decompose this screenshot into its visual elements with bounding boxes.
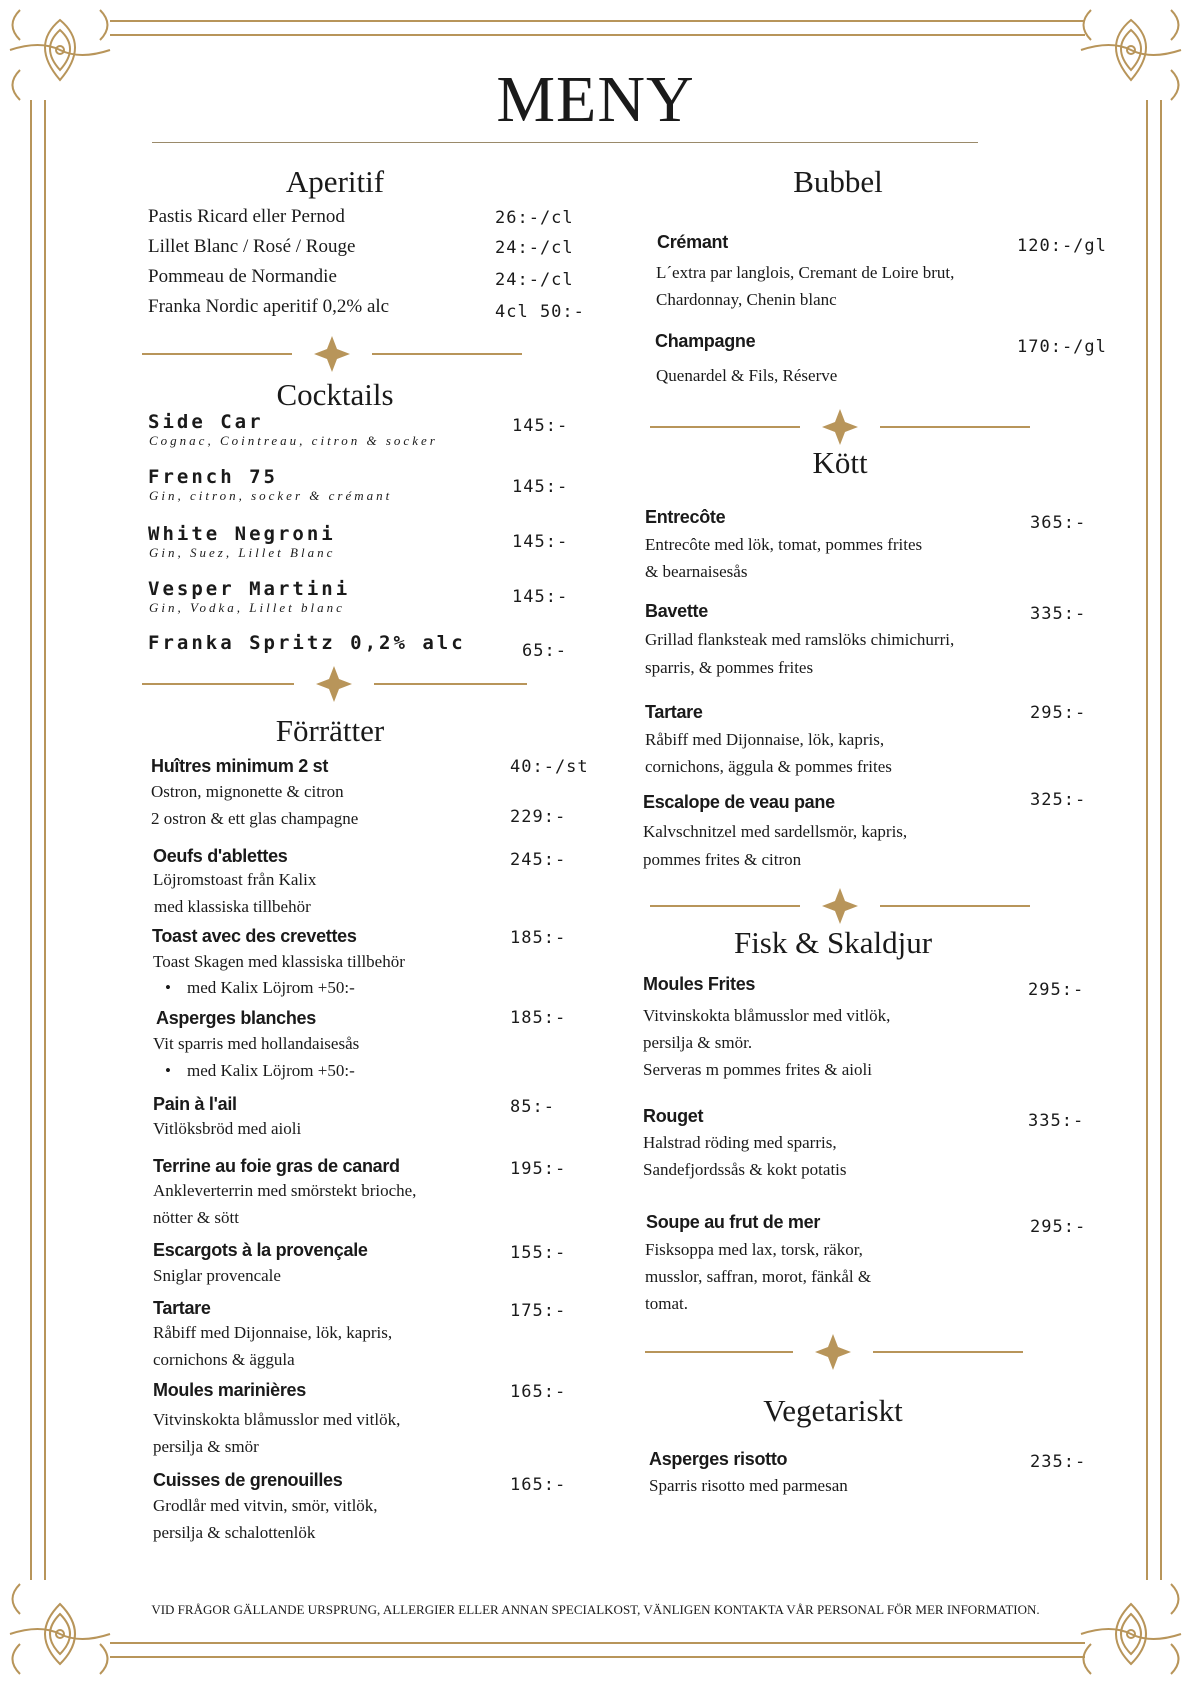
dish-desc: pommes frites & citron — [643, 850, 802, 869]
dish-name: Huîtres minimum 2 st — [151, 756, 329, 776]
dish-desc: Vitvinskokta blåmusslor med vitlök, — [153, 1410, 401, 1429]
frame-bottom-line-outer — [110, 1656, 1085, 1658]
dish-desc: Vitvinskokta blåmusslor med vitlök, — [643, 1006, 891, 1025]
dish-desc: med klassiska tillbehör — [154, 897, 311, 916]
dish-price: 365:- — [1030, 513, 1087, 533]
dish-price: 295:- — [1030, 703, 1087, 723]
dish-price: 155:- — [510, 1243, 567, 1263]
dish-desc: Vit sparris med hollandaisesås — [153, 1034, 360, 1053]
dish-price: 229:- — [510, 807, 567, 827]
section-heading-forratter: Förrätter — [275, 713, 385, 748]
dish-price: 165:- — [510, 1382, 567, 1402]
cocktail-price: 65:- — [522, 641, 567, 661]
dish-name: Tartare — [645, 702, 703, 722]
dish-price: 85:- — [510, 1097, 555, 1117]
dish-addon-bullet: • med Kalix Löjrom +50:- — [187, 1061, 355, 1081]
dish-name: Champagne — [655, 331, 756, 351]
dish-desc: cornichons & äggula — [153, 1350, 295, 1369]
cocktail-price: 145:- — [512, 416, 569, 436]
dish-desc: Sandefjordssås & kokt potatis — [643, 1160, 847, 1179]
dish-name: Cuisses de grenouilles — [153, 1470, 343, 1490]
footer-notice: VID FRÅGOR GÄLLANDE URSPRUNG, ALLERGIER ELLER ANNAN SPECIALKOST, VÄNLIGEN KONTAKTA VÅR PERSONAL FÖR MER INFORMATION. — [151, 1602, 1040, 1617]
dish-desc: tomat. — [645, 1294, 688, 1313]
corner-ornament-icon — [1071, 1574, 1191, 1684]
star-divider-icon — [142, 664, 527, 704]
dish-desc: Kalvschnitzel med sardellsmör, kapris, — [643, 822, 908, 841]
dish-name: Moules Frites — [643, 974, 756, 994]
dish-name: Tartare — [153, 1298, 211, 1318]
dish-desc: Sniglar provencale — [153, 1266, 281, 1285]
dish-desc: Toast Skagen med klassiska tillbehör — [153, 952, 405, 971]
dish-name: Crémant — [657, 232, 728, 252]
dish-name: Oeufs d'ablettes — [153, 846, 288, 866]
dish-name: Terrine au foie gras de canard — [153, 1156, 400, 1176]
dish-price: 165:- — [510, 1475, 567, 1495]
star-divider-icon — [650, 886, 1030, 926]
dish-desc: Sparris risotto med parmesan — [649, 1476, 848, 1495]
aperitif-item-name: Lillet Blanc / Rosé / Rouge — [148, 236, 356, 257]
section-heading-vegetariskt: Vegetariskt — [763, 1393, 903, 1428]
dish-desc: 2 ostron & ett glas champagne — [151, 809, 359, 828]
frame-bottom-line-inner — [110, 1642, 1085, 1644]
dish-desc: musslor, saffran, morot, fänkål & — [645, 1267, 872, 1286]
dish-desc: Ostron, mignonette & citron — [151, 782, 344, 801]
dish-price: 325:- — [1030, 790, 1087, 810]
dish-desc: persilja & schalottenlök — [153, 1523, 316, 1542]
cocktail-name: Side Car — [148, 411, 264, 433]
cocktail-name: Franka Spritz 0,2% alc — [148, 632, 466, 654]
aperitif-item-price: 24:-/cl — [495, 238, 574, 258]
dish-price: 195:- — [510, 1159, 567, 1179]
frame-right-line-outer — [1160, 100, 1162, 1580]
dish-name: Toast avec des crevettes — [152, 926, 357, 946]
cocktail-price: 145:- — [512, 477, 569, 497]
dish-name: Asperges risotto — [649, 1449, 788, 1469]
frame-left-line-inner — [44, 100, 46, 1580]
dish-name: Bavette — [645, 601, 708, 621]
cocktail-price: 145:- — [512, 587, 569, 607]
dish-name: Moules marinières — [153, 1380, 306, 1400]
star-divider-icon — [650, 407, 1030, 447]
cocktail-desc: Gin, Vodka, Lillet blanc — [149, 600, 345, 615]
section-heading-kott: Kött — [812, 445, 868, 480]
dish-price: 120:-/gl — [1017, 236, 1107, 256]
cocktail-desc: Gin, citron, socker & crémant — [149, 488, 393, 503]
dish-desc: Råbiff med Dijonnaise, lök, kapris, — [645, 730, 885, 749]
dish-desc: Chardonnay, Chenin blanc — [656, 290, 837, 309]
cocktail-name: White Negroni — [148, 523, 336, 545]
aperitif-item-price: 24:-/cl — [495, 270, 574, 290]
star-divider-icon — [142, 334, 522, 374]
corner-ornament-icon — [0, 1574, 120, 1684]
section-heading-fisk: Fisk & Skaldjur — [733, 925, 933, 960]
dish-desc: persilja & smör — [153, 1437, 259, 1456]
dish-name: Pain à l'ail — [153, 1094, 237, 1114]
dish-price: 335:- — [1030, 604, 1087, 624]
dish-desc: cornichons, äggula & pommes frites — [645, 757, 892, 776]
dish-name: Asperges blanches — [156, 1008, 316, 1028]
page-title: MENY — [496, 63, 695, 136]
dish-desc: Entrecôte med lök, tomat, pommes frites — [645, 535, 923, 554]
dish-desc: Serveras m pommes frites & aioli — [643, 1060, 872, 1079]
dish-name: Entrecôte — [645, 507, 726, 527]
dish-desc: nötter & sött — [153, 1208, 239, 1227]
dish-desc: Råbiff med Dijonnaise, lök, kapris, — [153, 1323, 393, 1342]
dish-addon-bullet: • med Kalix Löjrom +50:- — [187, 978, 355, 998]
dish-desc: Grodlår med vitvin, smör, vitlök, — [153, 1496, 378, 1515]
aperitif-item-name: Franka Nordic aperitif 0,2% alc — [148, 296, 390, 317]
title-underline — [152, 142, 978, 143]
cocktail-desc: Cognac, Cointreau, citron & socker — [149, 433, 438, 448]
section-heading-bubbel: Bubbel — [793, 164, 883, 199]
dish-desc: L´extra par langlois, Cremant de Loire brut, — [656, 263, 955, 282]
dish-price: 40:-/st — [510, 757, 589, 777]
cocktail-name: French 75 — [148, 466, 278, 488]
dish-price: 170:-/gl — [1017, 337, 1107, 357]
dish-desc: Quenardel & Fils, Réserve — [656, 366, 838, 385]
aperitif-item-name: Pastis Ricard eller Pernod — [148, 206, 345, 227]
aperitif-item-name: Pommeau de Normandie — [148, 266, 337, 287]
cocktail-name: Vesper Martini — [148, 578, 351, 600]
star-divider-icon — [645, 1332, 1023, 1372]
dish-price: 295:- — [1028, 980, 1085, 1000]
dish-desc: persilja & smör. — [643, 1033, 753, 1052]
frame-left-line-outer — [30, 100, 32, 1580]
aperitif-item-price: 26:-/cl — [495, 208, 574, 228]
section-heading-cocktails: Cocktails — [276, 377, 394, 412]
dish-desc: Ankleverterrin med smörstekt brioche, — [153, 1181, 417, 1200]
dish-price: 245:- — [510, 850, 567, 870]
dish-name: Rouget — [643, 1106, 704, 1126]
cocktail-price: 145:- — [512, 532, 569, 552]
dish-price: 175:- — [510, 1301, 567, 1321]
dish-desc: Halstrad röding med sparris, — [643, 1133, 837, 1152]
aperitif-item-price: 4cl 50:- — [495, 302, 585, 322]
dish-price: 335:- — [1028, 1111, 1085, 1131]
dish-name: Soupe au frut de mer — [646, 1212, 821, 1232]
dish-price: 235:- — [1030, 1452, 1087, 1472]
dish-name: Escargots à la provençale — [153, 1240, 368, 1260]
dish-desc: Vitlöksbröd med aioli — [153, 1119, 302, 1138]
frame-top-line-inner — [110, 34, 1085, 36]
dish-desc: & bearnaisesås — [645, 562, 748, 581]
dish-desc: Fisksoppa med lax, torsk, räkor, — [645, 1240, 863, 1259]
dish-desc: Löjromstoast från Kalix — [153, 870, 317, 889]
frame-top-line-outer — [110, 20, 1085, 22]
dish-price: 295:- — [1030, 1217, 1087, 1237]
dish-price: 185:- — [510, 1008, 567, 1028]
section-heading-aperitif: Aperitif — [285, 164, 385, 199]
dish-name: Escalope de veau pane — [643, 792, 835, 812]
cocktail-desc: Gin, Suez, Lillet Blanc — [149, 545, 336, 560]
dish-desc: sparris, & pommes frites — [645, 658, 814, 677]
dish-price: 185:- — [510, 928, 567, 948]
dish-desc: Grillad flanksteak med ramslöks chimichurri, — [645, 630, 955, 649]
frame-right-line-inner — [1146, 100, 1148, 1580]
